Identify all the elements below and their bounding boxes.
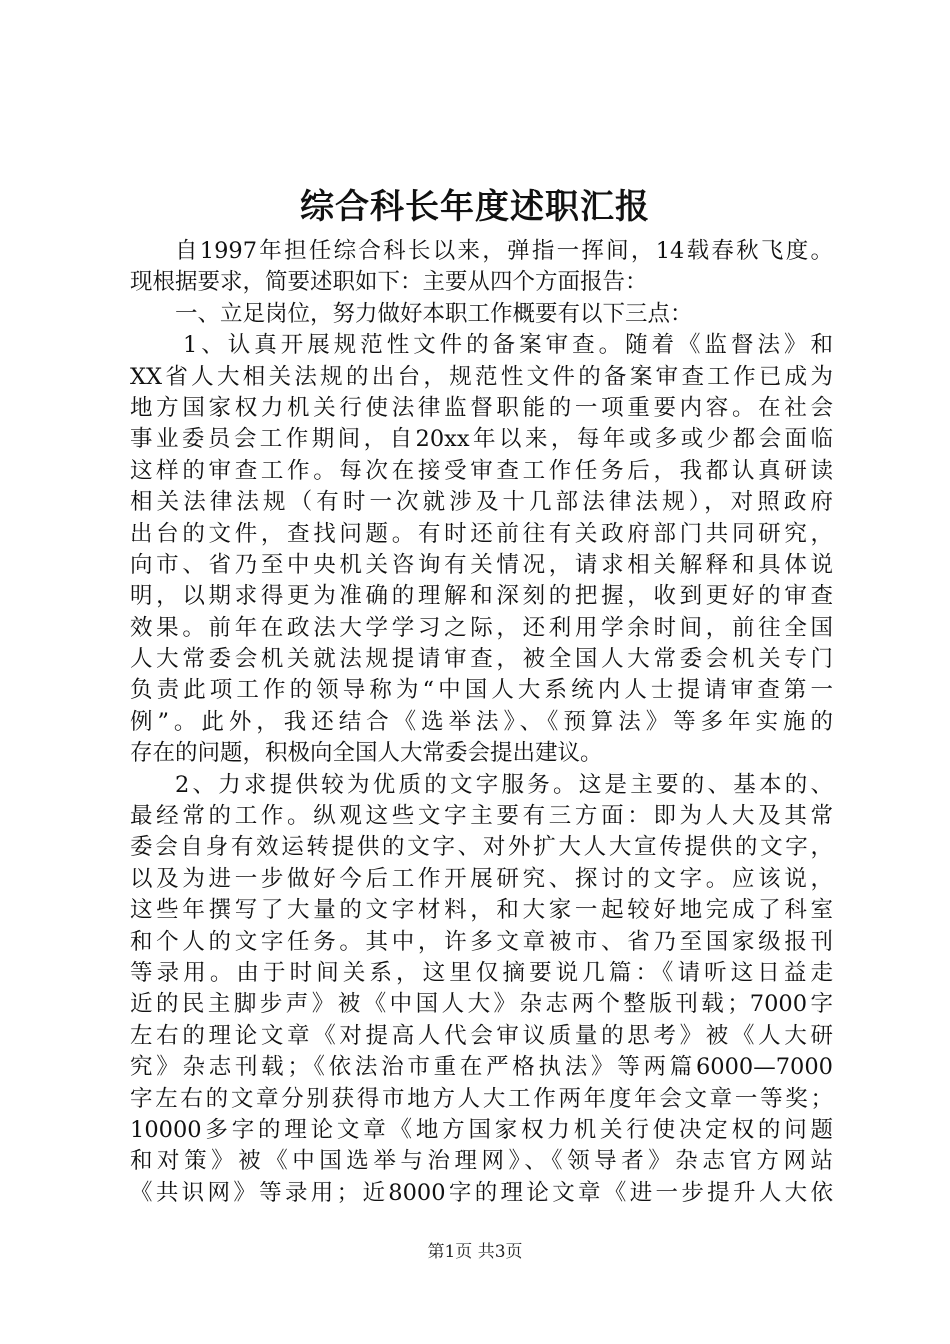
body-line: 这些年撰写了大量的文字材料，和大家一起较好地完成了科室 — [130, 897, 833, 924]
body-line: 明，以期求得更为准确的理解和深刻的把握，收到更好的审查 — [130, 583, 833, 610]
body-line: 一、立足岗位，努力做好本职工作概要有以下三点： — [175, 300, 693, 327]
body-line: 现根据要求，简要述职如下：主要从四个方面报告： — [130, 269, 648, 296]
body-line: 近的民主脚步声》被《中国人大》杂志两个整版刊载；7000字 — [130, 991, 833, 1018]
document-title: 综合科长年度述职汇报 — [300, 187, 650, 227]
body-line: 字左右的文章分别获得市地方人大工作两年度年会文章一等奖； — [130, 1085, 833, 1112]
body-line: 等录用。由于时间关系，这里仅摘要说几篇：《请听这日益走 — [130, 959, 833, 986]
body-line: 存在的问题，积极向全国人大常委会提出建议。 — [130, 740, 603, 767]
body-line: 这样的审查工作。每次在接受审查工作任务后，我都认真研读 — [130, 457, 833, 484]
body-line: 向市、省乃至中央机关咨询有关情况，请求相关解释和具体说 — [130, 551, 833, 578]
page-footer: 第1页 共3页 — [427, 1242, 523, 1262]
body-line: 以及为进一步做好今后工作开展研究、探讨的文字。应该说， — [130, 865, 833, 892]
body-line: 效果。前年在政法大学学习之际，还利用学余时间，前往全国 — [130, 614, 833, 641]
body-line: XX省人大相关法规的出台，规范性文件的备案审查工作已成为 — [130, 363, 833, 390]
body-line: 《共识网》等录用；近8000字的理论文章《进一步提升人大依 — [130, 1179, 833, 1206]
body-line: 地方国家权力机关行使法律监督职能的一项重要内容。在社会 — [130, 394, 833, 421]
body-line: 和个人的文字任务。其中，许多文章被市、省乃至国家级报刊 — [130, 928, 833, 955]
body-line: 2、力求提供较为优质的文字服务。这是主要的、基本的、 — [175, 771, 833, 798]
body-line: 1、认真开展规范性文件的备案审查。随着《监督法》和 — [183, 332, 833, 359]
body-line: 人大常委会机关就法规提请审查，被全国人大常委会机关专门 — [130, 646, 833, 673]
body-line: 和对策》被《中国选举与治理网》、《领导者》杂志官方网站 — [130, 1148, 833, 1175]
body-line: 自1997年担任综合科长以来，弹指一挥间，14载春秋飞度。 — [175, 238, 833, 264]
body-line: 相关法律法规（有时一次就涉及十几部法律法规），对照政府 — [130, 489, 833, 516]
body-line: 委会自身有效运转提供的文字、对外扩大人大宣传提供的文字， — [130, 834, 833, 861]
document-body — [130, 236, 833, 1209]
body-line: 负责此项工作的领导称为“中国人大系统内人士提请审查第一 — [130, 677, 833, 704]
body-line: 左右的理论文章《对提高人代会审议质量的思考》被《人大研 — [130, 1022, 833, 1049]
body-line: 究》杂志刊载；《依法治市重在严格执法》等两篇6000—7000 — [130, 1054, 833, 1081]
body-line: 出台的文件，查找问题。有时还前往有关政府部门共同研究， — [130, 520, 833, 547]
body-line: 最经常的工作。纵观这些文字主要有三方面：即为人大及其常 — [130, 803, 833, 830]
body-line: 事业委员会工作期间，自20xx年以来，每年或多或少都会面临 — [130, 426, 833, 453]
body-line: 10000多字的理论文章《地方国家权力机关行使决定权的问题 — [130, 1116, 833, 1143]
body-line: 例”。此外，我还结合《选举法》、《预算法》等多年实施的 — [130, 708, 833, 735]
